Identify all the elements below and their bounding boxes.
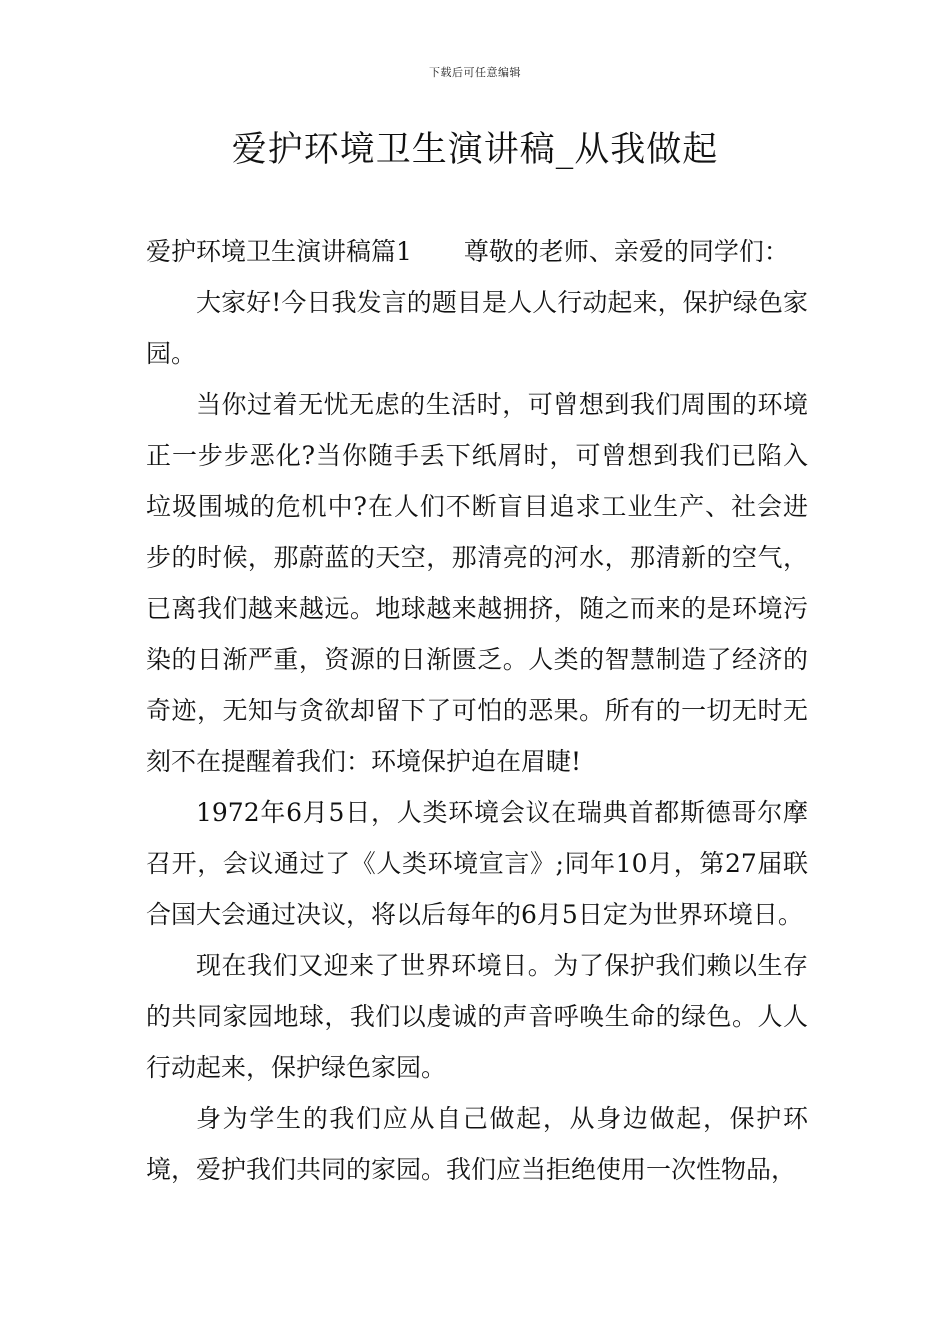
paragraph: 当你过着无忧无虑的生活时，可曾想到我们周围的环境正一步步恶化?当你随手丢下纸屑时，可曾想到我们已陷入垃圾围城的危机中?在人们不断盲目追求工业生产、社会进步的时候，那蔚蓝的天空，那清亮的河水，那清新的空气，已离我们越来越远。地球越来越拥挤，随之而来的是环境污染的日渐严重，资源的日渐匮乏。人类的智慧制造了经济的奇迹，无知与贪欲却留下了可怕的恶果。所有的一切无时无刻不在提醒着我们：环境保护迫在眉睫!	[146, 390, 808, 776]
opening-line	[146, 226, 808, 277]
paragraph: 1972年6月5日，人类环境会议在瑞典首都斯德哥尔摩召开，会议通过了《人类环境宣言》;同年10月，第27届联合国大会通过决议，将以后每年的6月5日定为世界环境日。	[146, 798, 808, 929]
paragraph: 现在我们又迎来了世界环境日。为了保护我们赖以生存的共同家园地球，我们以虔诚的声音呼唤生命的绿色。人人行动起来，保护绿色家园。	[146, 951, 808, 1082]
paragraph: 身为学生的我们应从自己做起，从身边做起，保护环境，爱护我们共同的家园。我们应当拒绝使用一次性物品，	[146, 1104, 808, 1184]
document-title: 爱护环境卫生演讲稿_从我做起	[231, 130, 719, 170]
document-body	[146, 226, 808, 1195]
section-label: 爱护环境卫生演讲稿篇1	[146, 237, 412, 266]
header-note: 下载后可任意编辑	[429, 66, 521, 79]
paragraph: 大家好!今日我发言的题目是人人行动起来，保护绿色家园。	[146, 288, 808, 368]
salutation: 尊敬的老师、亲爱的同学们：	[463, 237, 789, 266]
